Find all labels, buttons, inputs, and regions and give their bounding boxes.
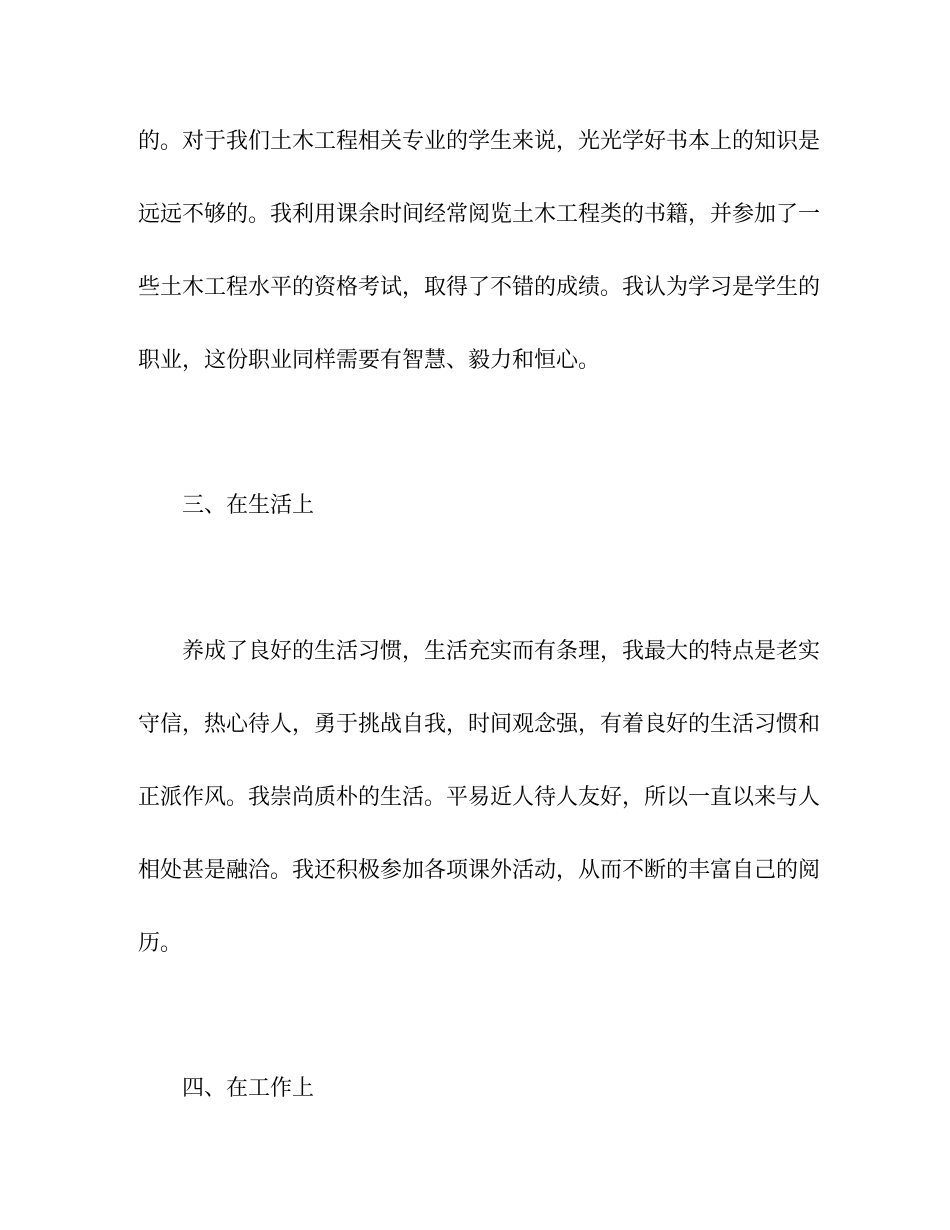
- paragraph-line: 历。: [138, 931, 183, 956]
- paragraph-line: 正派作风。我崇尚质朴的生活。平易近人待人友好，所以一直以来与人: [138, 785, 821, 810]
- paragraph-line: 守信，热心待人，勇于挑战自我，时间观念强，有着良好的生活习惯和: [138, 712, 821, 737]
- paragraph-line: 的。对于我们土木工程相关专业的学生来说，光光学好书本上的知识是: [138, 129, 821, 154]
- paragraph-line: 远远不够的。我利用课余时间经常阅览土木工程类的书籍，并参加了一: [138, 202, 821, 227]
- paragraph-line: 些土木工程水平的资格考试，取得了不错的成绩。我认为学习是学生的: [138, 275, 821, 300]
- paragraph-line: 职业，这份职业同样需要有智慧、毅力和恒心。: [138, 348, 601, 373]
- paragraph-line: 相处甚是融洽。我还积极参加各项课外活动，从而不断的丰富自己的阅: [138, 858, 821, 883]
- paragraph-line: 养成了良好的生活习惯，生活充实而有条理，我最大的特点是老实: [182, 639, 821, 664]
- section-heading-work: 四、在工作上: [182, 1076, 315, 1101]
- section-heading-life: 三、在生活上: [182, 493, 315, 518]
